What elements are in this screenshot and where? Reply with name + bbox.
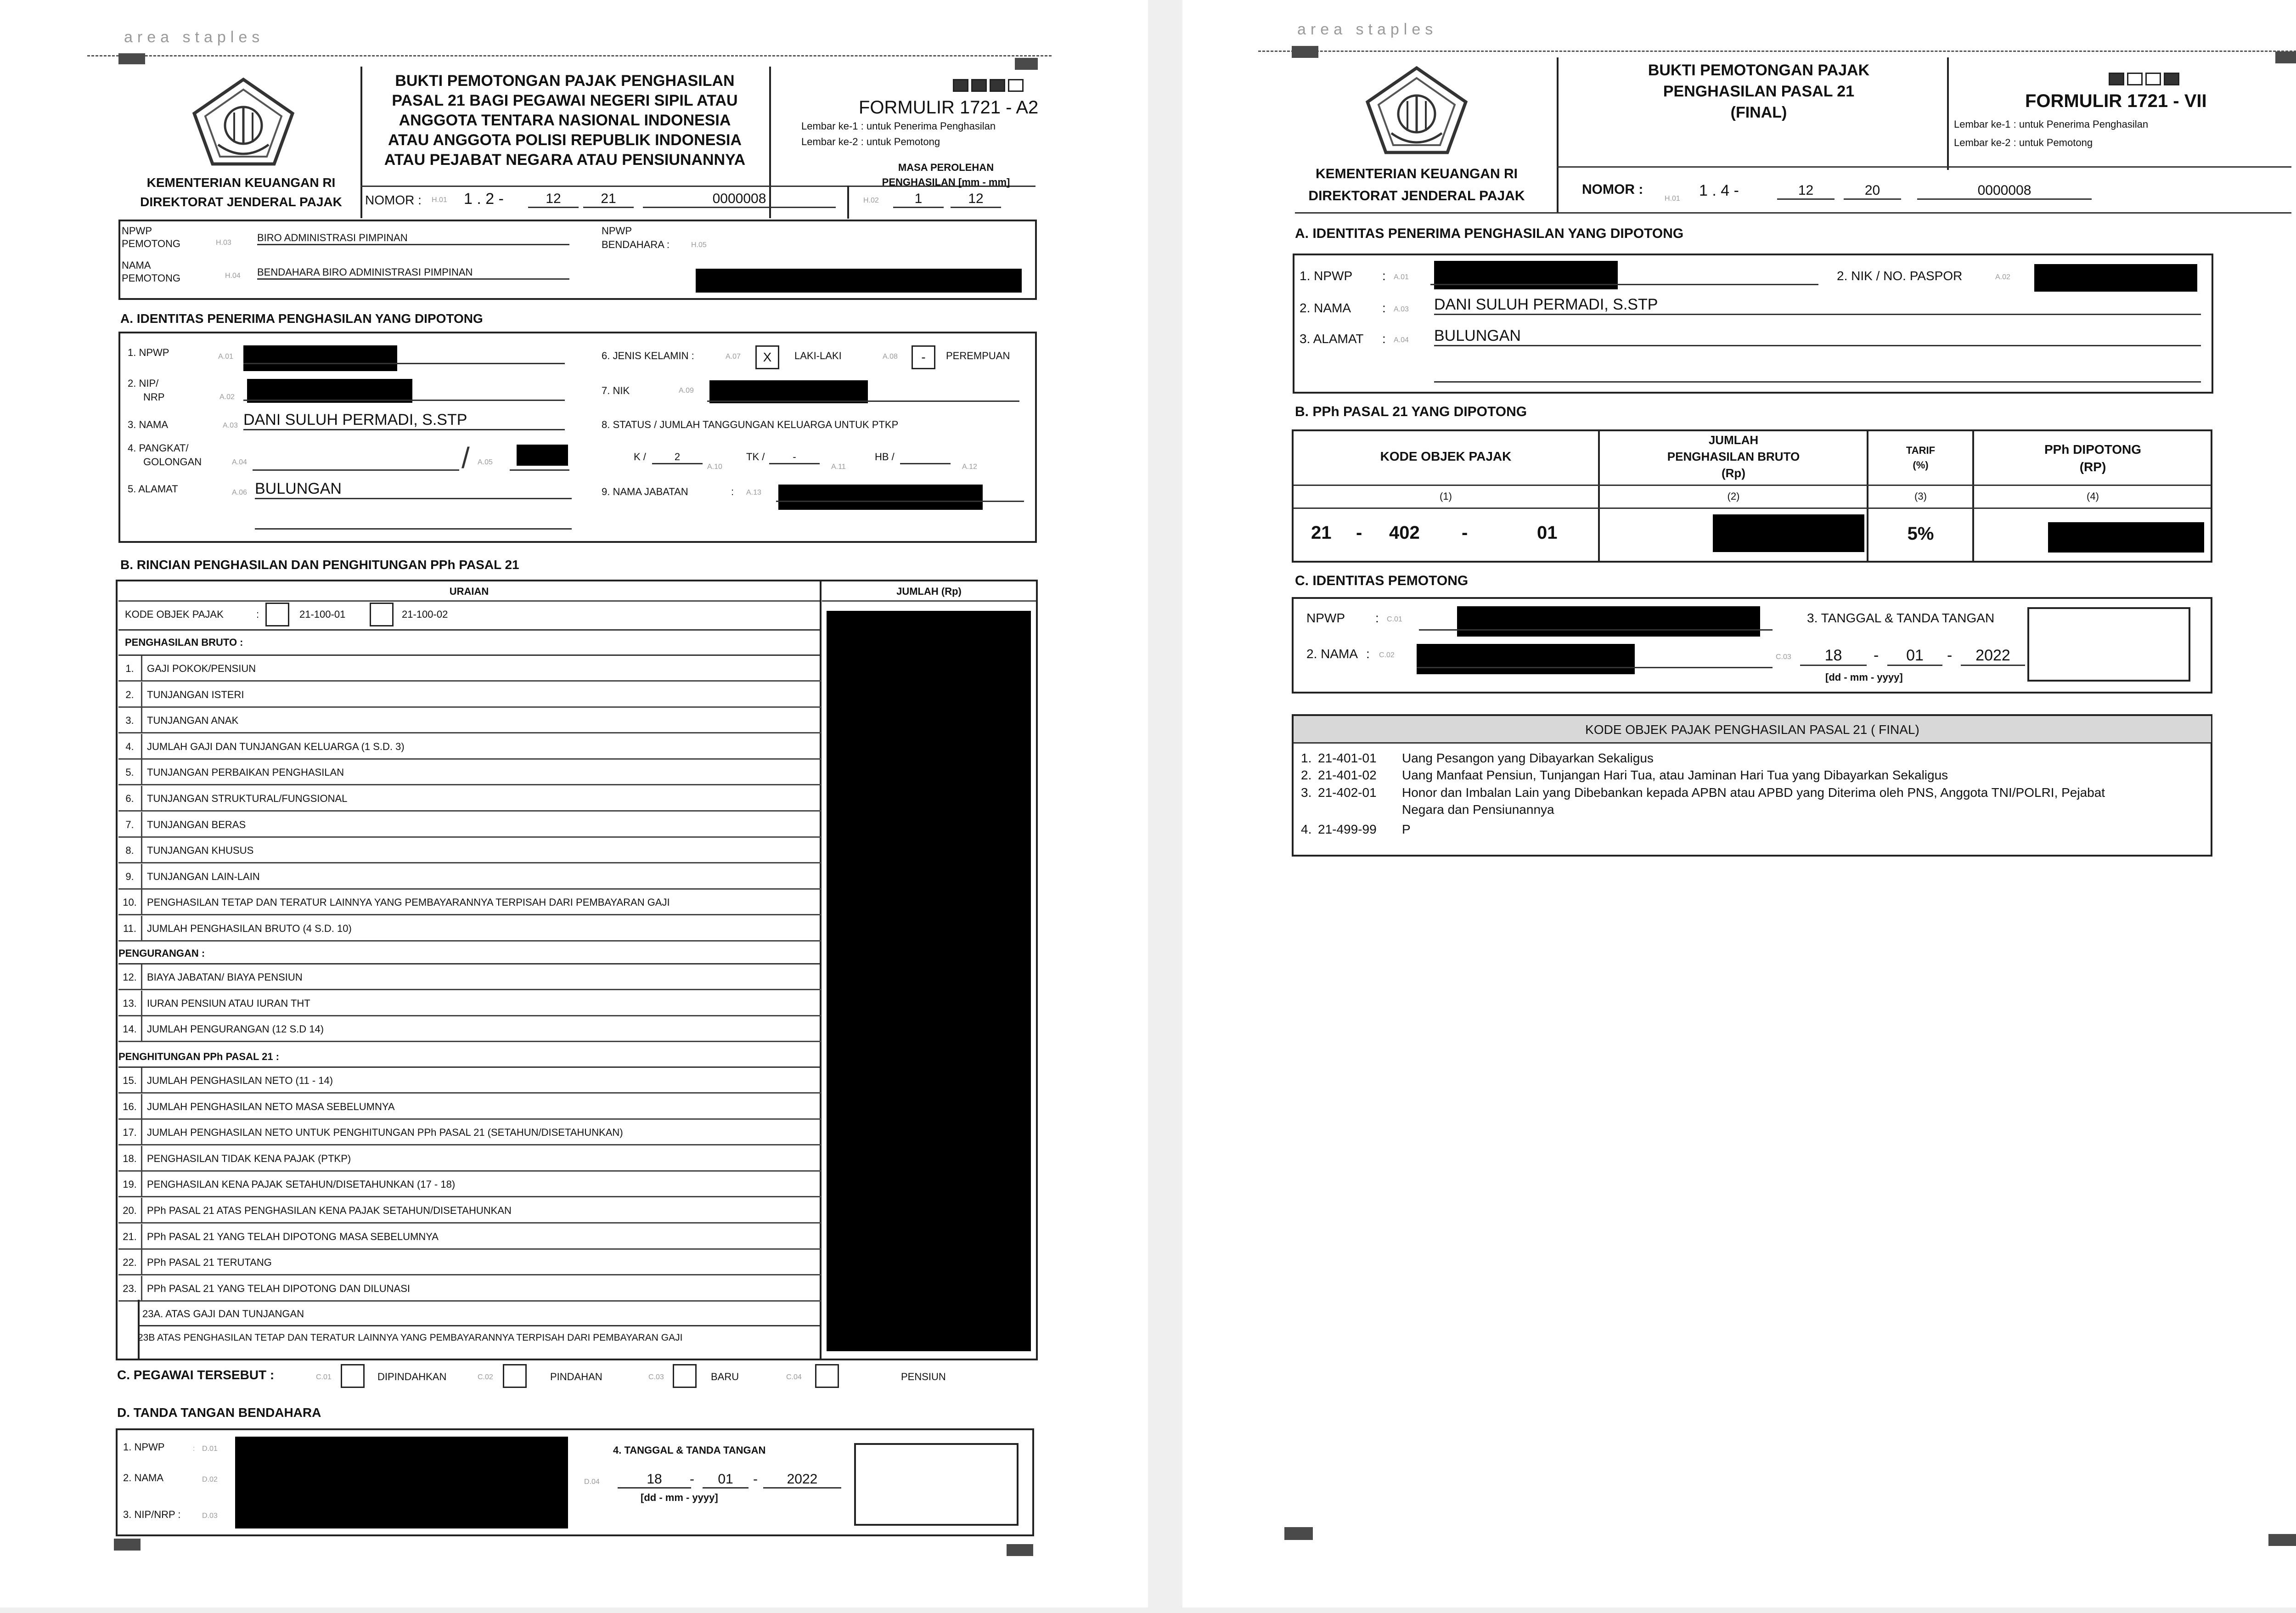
nomor-part-3: 20 xyxy=(1844,183,1901,200)
directorate-name: DIREKTORAT JENDERAL PAJAK xyxy=(140,195,342,209)
pensiun-checkbox[interactable] xyxy=(815,1364,839,1388)
form-number: FORMULIR 1721 - A2 xyxy=(859,97,1039,118)
tanggal-yyyy: 2022 xyxy=(1961,647,2025,666)
table-row xyxy=(118,1146,821,1172)
row-label: JUMLAH PENGHASILAN NETO (11 - 14) xyxy=(147,1075,333,1086)
row-number: 3. xyxy=(118,708,142,733)
kode-item-code: 21-401-02 xyxy=(1318,768,1377,782)
row-number: 15. xyxy=(118,1068,142,1094)
section-b-title: B. PPh PASAL 21 YANG DIPOTONG xyxy=(1295,404,1527,419)
row-label: PENGHASILAN TIDAK KENA PAJAK (PTKP) xyxy=(147,1152,351,1164)
kode-objek-table-title: KODE OBJEK PAJAK PENGHASILAN PASAL 21 ( FINAL) xyxy=(1294,716,2211,744)
form-1721-vii-page: area staples KEMENTERIAN KEUANGAN RI DIREKTORAT JENDERAL PAJAK BUKTI PEMOTONGAN PAJAK PENGHASILAN PASAL 21 (FINAL) FORMULIR 1721 - VII Lembar ke-1 : untuk Penerima Penghasilan Lembar ke-2 : untuk Pemotong NOMOR : H.01 1 . 4 - 12 20 0000008 A. IDENTITAS PENERIMA PENGHASILAN YANG DIPOTONG 1. NPWP : A.01 2. NIK / NO. PASPOR A.02 2. NAMA : A.03 DANI SULUH PERMADI, S.STP 3. ALAMAT : A.04 BULUNGAN B. PPh PASAL 21 YANG DIPOTONG KODE OBJEK PAJAK JUMLAH PENGHASILAN BRUTO (Rp) TARIF (%) PPh DIPOTONG (RP) (1) (2) (3) (4) 21 - 402 - 01 5% C. IDENTITAS PEMOTONG NPWP : C.01 2. NAMA : C.02 3. TANGGAL & TANDA TANGAN C.03 18 - 01 - 2022 [dd - mm - yyyy] KODE OBJEK PAJAK PENGHASILAN PASAL 21 ( FINAL) 1. 21-401-01 Uang Pesangon yang Dibayarkan Sekaligus 2. 21-401-02 Uang Manfaat Pensiun, Tunjangan Hari Tua, atau Jaminan Hari Tua yang Dibayarkan Sekaligus 3. 21-402-01 Honor dan Imbalan Lain yang Dibebankan kepada APBN atau APBD yang Diterima oleh PNS, Anggota TNI/POLRI, Pejabat Negara dan Pensiunannya 4. 21-499-99 P xyxy=(1182,0,2296,1607)
nomor-label: NOMOR : xyxy=(365,193,422,207)
tanggal-dd: 18 xyxy=(618,1472,691,1489)
kode-item-desc: P xyxy=(1402,822,1411,836)
corner-mark xyxy=(118,53,145,64)
table-row xyxy=(118,682,821,708)
tanggal-dd: 18 xyxy=(1800,647,1867,666)
kemenkeu-logo-icon xyxy=(1364,64,1469,156)
staples-area-label: area staples xyxy=(1297,21,1438,38)
row-number: 21. xyxy=(118,1224,142,1250)
row-number: 10. xyxy=(118,890,142,915)
table-row xyxy=(118,734,821,760)
table-row xyxy=(118,760,821,785)
sheet-indicator xyxy=(2109,73,2182,88)
redacted-pph-dipotong xyxy=(2048,522,2204,553)
row-number: 22. xyxy=(118,1250,142,1275)
kode-item-code: 21-499-99 xyxy=(1318,822,1377,836)
section-d-title: D. TANDA TANGAN BENDAHARA xyxy=(117,1405,321,1420)
nomor-part-4: 0000008 xyxy=(1917,183,2092,200)
table-row xyxy=(118,708,821,733)
section-a-title: A. IDENTITAS PENERIMA PENGHASILAN YANG DIPOTONG xyxy=(1295,226,1684,241)
row-number: 12. xyxy=(118,964,142,990)
kode-21-100-01-checkbox[interactable] xyxy=(265,603,289,626)
kode-item-no: 3. xyxy=(1301,785,1312,800)
row-number: 8. xyxy=(118,838,142,863)
corner-mark xyxy=(1015,58,1038,70)
directorate-name: DIREKTORAT JENDERAL PAJAK xyxy=(1308,188,1525,203)
jenis-kelamin-perempuan-checkbox[interactable]: - xyxy=(912,345,935,369)
row-number: 11. xyxy=(118,916,142,942)
section-b-title: B. RINCIAN PENGHASILAN DAN PENGHITUNGAN PPh PASAL 21 xyxy=(120,558,519,572)
row-23b: 23B ATAS PENGHASILAN TETAP DAN TERATUR LAINNYA YANG PEMBAYARANNYA TERPISAH DARI PEMBAYARAN GAJI xyxy=(138,1332,683,1343)
table-row xyxy=(118,1068,821,1094)
signature-box xyxy=(2027,607,2190,682)
row-label: PENGHASILAN TETAP DAN TERATUR LAINNYA YANG PEMBAYARANNYA TERPISAH DARI PEMBAYARAN GAJI xyxy=(147,897,670,908)
row-label: IURAN PENSIUN ATAU IURAN THT xyxy=(147,997,310,1009)
sheet-2-note: Lembar ke-2 : untuk Pemotong xyxy=(801,136,940,147)
jenis-kelamin-laki-checkbox[interactable]: X xyxy=(755,345,779,369)
row-number: 23. xyxy=(118,1276,142,1302)
form-number: FORMULIR 1721 - VII xyxy=(2025,91,2207,111)
row-label: JUMLAH PENGHASILAN BRUTO (4 S.D. 10) xyxy=(147,923,352,934)
table-row xyxy=(118,1016,821,1042)
form-1721-a2-page: area staples KEMENTERIAN KEUANGAN RI DIREKTORAT JENDERAL PAJAK BUKTI PEMOTONGAN PAJAK PENGHASILAN PASAL 21 BAGI PEGAWAI NEGERI SIPIL ATAU ANGGOTA TENTARA NASIONAL INDONESIA ATAU ANGGOTA POLISI REPUBLIK INDONESIA ATAU PEJABAT NEGARA ATAU PENSIUNANNYA FORMULIR 1721 - A2 Lembar ke-1 : untuk Penerima Penghasilan Lembar ke-2 : untuk Pemotong NOMOR : H.01 1 . 2 - 12 21 0000008 MASA PEROLEHAN PENGHASILAN [mm - mm] H.02 1 12 NPWP PEMOTONG H.03 BIRO ADMINISTRASI PIMPINAN NAMA PEMOTONG H.04 BENDAHARA BIRO ADMINISTRASI PIMPINAN NPWP BENDAHARA : H.05 A. IDENTITAS PENERIMA PENGHASILAN YANG DIPOTONG 1. NPWP A.01 2. NIP/ NRP A.02 3. NAMA A.03 DANI SULUH PERMADI, S.STP 4. PANGKAT/ GOLONGAN A.04 / A.05 5. ALAMAT A.06 BULUNGAN 6. JENIS KELAMIN : A.07 X LAKI-LAKI A.08 - PEREMPUAN 7. NIK A.09 8. STATUS / JUMLAH TANGGUNGAN KELUARGA UNTUK PTKP K / 2 A.10 TK / - A.11 HB / A.12 9. NAMA JABATAN : A.13 B. RINCIAN PENGHASILAN DAN PENGHITUNGAN PPh PASAL 21 URAIAN JUMLAH (Rp) KODE OBJEK PAJAK : 21-100-01 21-100-02 PENGHASILAN BRUTO : 1. GAJI POKOK/PENSIUN 2. TUNJANGAN ISTERI 3. TUNJANGAN ANAK 4. JUMLAH GAJI DAN TUNJANGAN KELUARGA (1 S.D. 3) 5. TUNJANGAN PERBAIKAN PENGHASILAN 6. TUNJANGAN STRUKTURAL/FUNGSIONAL 7. TUNJANGAN BERAS 8. TUNJANGAN KHUSUS 9. TUNJANGAN LAIN-LAIN 10. PENGHASILAN TETAP DAN TERATUR LAINNYA YANG PEMBAYARANNYA TERPISAH DARI PEMBAYARAN GAJI 11. JUMLAH PENGHASILAN BRUTO (4 S.D. 10) PENGURANGAN : 12. BIAYA JABATAN/ BIAYA PENSIUN 13. IURAN PENSIUN ATAU IURAN THT 14. JUMLAH PENGURANGAN (12 S.D 14) PENGHITUNGAN PPh PASAL 21 : 15. JUMLAH PENGHASILAN NETO (11 - 14) 16. JUMLAH PENGHASILAN NETO MASA SEBELUMNYA 17. JUMLAH PENGHASILAN NETO UNTUK PENGHITUNGAN PPh PASAL 21 (SETAHUN/DISETAHUNKAN) 18. PENGHASILAN TIDAK KENA PAJAK (PTKP) 19. PENGHASILAN KENA PAJAK SETAHUN/DISETAHUNKAN (17 - 18) 20. PPh PASAL 21 ATAS PENGHASILAN KENA PAJAK SETAHUN/DISETAHUNKAN 21. PPh PASAL 21 YANG TELAH DIPOTONG MASA SEBELUMNYA 22. PPh PASAL 21 TERUTANG 23. PPh PASAL 21 YANG TELAH DIPOTONG DAN DILUNASI 23A. ATAS GAJI DAN TUNJANGAN 23B ATAS PENGHASILAN TETAP DAN TERATUR LAINNYA YANG PEMBAYARANNYA TERPISAH DARI PEMBAYARAN GAJI C. PEGAWAI TERSEBUT : C.01 DIPINDAHKAN C.02 PINDAHAN C.03 BARU C.04 PENSIUN D. TANDA TANGAN BENDAHARA 1. NPWP : D.01 2. NAMA D.02 3. NIP/NRP : D.03 4. TANGGAL & TANDA TANGAN D.04 18 - 01 - 2022 [dd - mm - yyyy] xyxy=(0,0,1148,1607)
col-uraian: URAIAN xyxy=(118,581,820,602)
staples-line xyxy=(87,55,1052,56)
row-label: TUNJANGAN PERBAIKAN PENGHASILAN xyxy=(147,767,344,778)
col-jumlah: JUMLAH (Rp) xyxy=(822,581,1036,602)
kode-item-code: 21-402-01 xyxy=(1318,785,1377,800)
baru-checkbox[interactable] xyxy=(673,1364,697,1388)
row-label: BIAYA JABATAN/ BIAYA PENSIUN xyxy=(147,971,303,983)
row-label: PPh PASAL 21 YANG TELAH DIPOTONG MASA SEBELUMNYA xyxy=(147,1230,439,1242)
row-label: JUMLAH PENGURANGAN (12 S.D 14) xyxy=(147,1023,324,1035)
row-label: JUMLAH PENGHASILAN NETO UNTUK PENGHITUNGAN PPh PASAL 21 (SETAHUN/DISETAHUNKAN) xyxy=(147,1127,623,1139)
row-label: TUNJANGAN ANAK xyxy=(147,715,239,727)
corner-mark xyxy=(1007,1544,1033,1556)
table-row xyxy=(118,1250,821,1275)
tanggal-yyyy: 2022 xyxy=(763,1472,841,1489)
pindahan-checkbox[interactable] xyxy=(503,1364,527,1388)
row-number: 19. xyxy=(118,1172,142,1197)
kode-21-100-02-checkbox[interactable] xyxy=(370,603,394,626)
row-label: PPh PASAL 21 YANG TELAH DIPOTONG DAN DILUNASI xyxy=(147,1282,411,1294)
row-label: TUNJANGAN ISTERI xyxy=(147,688,244,700)
row-label: TUNJANGAN BERAS xyxy=(147,818,246,830)
row-number: 6. xyxy=(118,786,142,812)
redacted-penghasilan-bruto xyxy=(1713,514,1864,552)
npwp-pemotong-value: BIRO ADMINISTRASI PIMPINAN xyxy=(257,232,569,245)
table-row xyxy=(118,964,821,990)
col-tarif: TARIF (%) xyxy=(1906,445,1936,471)
kode-item-desc: Honor dan Imbalan Lain yang Dibebankan kepada APBN atau APBD yang Diterima oleh PNS, Anggota TNI/POLRI, Pejabat xyxy=(1402,785,2105,800)
corner-mark xyxy=(1284,1527,1313,1540)
table-row xyxy=(118,786,821,812)
nomor-part-2: 12 xyxy=(528,191,579,208)
redacted-nik xyxy=(2034,264,2197,292)
redacted-nama-pemotong xyxy=(1417,644,1635,674)
redacted-npwp xyxy=(243,345,397,371)
tanggal-mm: 01 xyxy=(703,1472,748,1489)
nomor-part-3: 21 xyxy=(583,191,634,208)
row-label: PPh PASAL 21 TERUTANG xyxy=(147,1257,272,1269)
redacted-golongan xyxy=(517,445,568,466)
corner-mark xyxy=(2275,51,2296,63)
slash-separator: / xyxy=(461,441,470,474)
nomor-part-1: 1 . 4 - xyxy=(1699,182,1739,199)
kode-item-no: 4. xyxy=(1301,822,1312,836)
table-row xyxy=(118,1120,821,1145)
nama-pemotong-value: BENDAHARA BIRO ADMINISTRASI PIMPINAN xyxy=(257,266,569,280)
table-row xyxy=(118,812,821,838)
row-number: 20. xyxy=(118,1198,142,1224)
sheet-1-note: Lembar ke-1 : untuk Penerima Penghasilan xyxy=(801,120,996,132)
table-row xyxy=(118,1198,821,1224)
redacted-bendahara-identity xyxy=(235,1437,568,1528)
form-title: BUKTI PEMOTONGAN PAJAK PENGHASILAN PASAL 21 (FINAL) xyxy=(1648,62,1870,121)
kode-item-no: 1. xyxy=(1301,751,1312,765)
table-row xyxy=(118,838,821,863)
table-row xyxy=(118,1172,821,1197)
kode-objek-b: 402 xyxy=(1389,523,1420,543)
ptkp-tk-value: - xyxy=(769,451,820,464)
nomor-label: NOMOR : xyxy=(1582,182,1643,197)
row-label: TUNJANGAN STRUKTURAL/FUNGSIONAL xyxy=(147,793,348,804)
ministry-name: KEMENTERIAN KEUANGAN RI xyxy=(1315,166,1518,181)
redacted-npwp-pemotong xyxy=(1457,606,1760,637)
row-number: 4. xyxy=(118,734,142,760)
corner-mark xyxy=(114,1539,141,1551)
kode-item-desc: Uang Manfaat Pensiun, Tunjangan Hari Tua, atau Jaminan Hari Tua yang Dibayarkan Sekaligus xyxy=(1402,768,1948,782)
row-label: JUMLAH GAJI DAN TUNJANGAN KELUARGA (1 S.D. 3) xyxy=(147,740,405,752)
row-label: TUNJANGAN LAIN-LAIN xyxy=(147,870,260,882)
nomor-part-2: 12 xyxy=(1777,183,1835,200)
table-row xyxy=(118,1094,821,1120)
table-row xyxy=(118,890,821,915)
row-number: 9. xyxy=(118,864,142,890)
tanggal-mm: 01 xyxy=(1887,647,1942,666)
redacted-nik xyxy=(709,380,868,403)
col-kode-objek: KODE OBJEK PAJAK xyxy=(1380,449,1512,463)
masa-to: 12 xyxy=(951,191,1001,208)
sheet-1-note: Lembar ke-1 : untuk Penerima Penghasilan xyxy=(1954,118,2149,130)
nomor-part-1: 1 . 2 - xyxy=(464,190,504,208)
staples-area-label: area staples xyxy=(124,28,264,46)
row-number: 18. xyxy=(118,1146,142,1172)
section-a-title: A. IDENTITAS PENERIMA PENGHASILAN YANG DIPOTONG xyxy=(120,311,483,326)
row-number: 5. xyxy=(118,760,142,785)
kode-objek-c: 01 xyxy=(1537,523,1558,543)
row-label: GAJI POKOK/PENSIUN xyxy=(147,663,256,674)
row-number: 13. xyxy=(118,991,142,1016)
row-number: 16. xyxy=(118,1094,142,1120)
table-row xyxy=(118,656,821,682)
corner-mark xyxy=(1292,46,1318,58)
penerima-alamat-value: BULUNGAN xyxy=(1434,327,2201,346)
row-label: PENGHASILAN KENA PAJAK SETAHUN/DISETAHUNKAN (17 - 18) xyxy=(147,1179,456,1190)
row-number: 2. xyxy=(118,682,142,708)
corner-mark xyxy=(2268,1534,2296,1546)
kemenkeu-logo-icon xyxy=(191,76,296,168)
section-c-title: C. IDENTITAS PEMOTONG xyxy=(1295,573,1469,588)
redacted-jabatan xyxy=(778,485,983,510)
row-label: PPh PASAL 21 ATAS PENGHASILAN KENA PAJAK SETAHUN/DISETAHUNKAN xyxy=(147,1205,512,1216)
row-label: TUNJANGAN KHUSUS xyxy=(147,845,254,857)
kode-item-no: 2. xyxy=(1301,768,1312,782)
section-c-title: C. PEGAWAI TERSEBUT : xyxy=(117,1368,275,1382)
form-title: BUKTI PEMOTONGAN PAJAK PENGHASILAN PASAL 21 BAGI PEGAWAI NEGERI SIPIL ATAU ANGGOTA TENTARA NASIONAL INDONESIA ATAU ANGGOTA POLISI REPUBLIK INDONESIA ATAU PEJABAT NEGARA ATAU PENSIUNANNYA xyxy=(384,72,746,169)
table-row xyxy=(118,864,821,890)
table-row xyxy=(118,1224,821,1250)
row-number: 1. xyxy=(118,656,142,682)
redacted-jumlah-column xyxy=(827,611,1031,1351)
col-penghasilan-bruto: JUMLAH PENGHASILAN BRUTO (Rp) xyxy=(1667,433,1800,480)
penerima-alamat-value: BULUNGAN xyxy=(255,480,572,499)
dipindahkan-checkbox[interactable] xyxy=(341,1364,365,1388)
kode-item-desc: Negara dan Pensiunannya xyxy=(1402,802,1554,817)
ministry-name: KEMENTERIAN KEUANGAN RI xyxy=(146,175,336,190)
col-pph-dipotong: PPh DIPOTONG (RP) xyxy=(2044,442,2142,474)
sheet-2-note: Lembar ke-2 : untuk Pemotong xyxy=(1954,137,2093,148)
nomor-part-4: 0000008 xyxy=(643,191,836,208)
table-row xyxy=(118,1276,821,1302)
kode-item-code: 21-401-01 xyxy=(1318,751,1377,765)
table-row xyxy=(118,916,821,942)
row-number: 17. xyxy=(118,1120,142,1145)
tarif-value: 5% xyxy=(1907,524,1934,544)
masa-from: 1 xyxy=(893,191,944,208)
row-label: JUMLAH PENGHASILAN NETO MASA SEBELUMNYA xyxy=(147,1100,395,1112)
sheet-indicator xyxy=(953,79,1026,94)
signature-box xyxy=(854,1443,1019,1526)
table-row xyxy=(118,991,821,1016)
row-number: 7. xyxy=(118,812,142,838)
ptkp-k-value: 2 xyxy=(652,451,703,464)
staples-line xyxy=(1258,51,2296,52)
row-number: 14. xyxy=(118,1016,142,1042)
redacted-npwp-bendahara xyxy=(696,269,1022,293)
penerima-nama-value: DANI SULUH PERMADI, S.STP xyxy=(1434,296,2201,315)
penerima-nama-value: DANI SULUH PERMADI, S.STP xyxy=(243,411,565,430)
kode-item-desc: Uang Pesangon yang Dibayarkan Sekaligus xyxy=(1402,751,1654,765)
kode-objek-a: 21 xyxy=(1311,523,1332,543)
row-23a: 23A. ATAS GAJI DAN TUNJANGAN xyxy=(142,1308,304,1320)
